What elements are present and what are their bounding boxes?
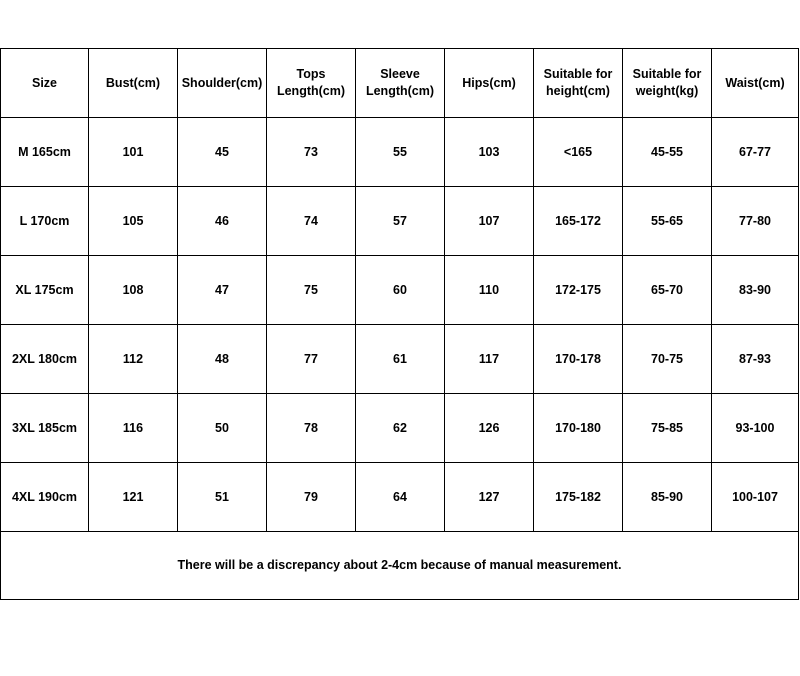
cell-bust: 108 [89, 256, 178, 325]
cell-weight: 45-55 [623, 118, 712, 187]
cell-tops-length: 77 [267, 325, 356, 394]
cell-hips: 117 [445, 325, 534, 394]
cell-sleeve-length: 55 [356, 118, 445, 187]
header-height: Suitable for height(cm) [534, 49, 623, 118]
cell-shoulder: 51 [178, 463, 267, 532]
cell-weight: 85-90 [623, 463, 712, 532]
cell-sleeve-length: 64 [356, 463, 445, 532]
cell-hips: 107 [445, 187, 534, 256]
cell-sleeve-length: 60 [356, 256, 445, 325]
cell-waist: 83-90 [712, 256, 799, 325]
cell-size: 3XL 185cm [1, 394, 89, 463]
table-row [1, 256, 799, 325]
cell-waist: 93-100 [712, 394, 799, 463]
cell-bust: 121 [89, 463, 178, 532]
cell-shoulder: 46 [178, 187, 267, 256]
cell-waist: 87-93 [712, 325, 799, 394]
header-row [1, 49, 799, 118]
header-shoulder: Shoulder(cm) [178, 49, 267, 118]
cell-size: L 170cm [1, 187, 89, 256]
header-tops-length: Tops Length(cm) [267, 49, 356, 118]
cell-size: XL 175cm [1, 256, 89, 325]
cell-weight: 75-85 [623, 394, 712, 463]
cell-weight: 65-70 [623, 256, 712, 325]
cell-sleeve-length: 57 [356, 187, 445, 256]
header-bust: Bust(cm) [89, 49, 178, 118]
table-row [1, 118, 799, 187]
cell-bust: 101 [89, 118, 178, 187]
cell-height: 175-182 [534, 463, 623, 532]
cell-height: 165-172 [534, 187, 623, 256]
table-row [1, 325, 799, 394]
note-row [1, 532, 799, 600]
cell-tops-length: 79 [267, 463, 356, 532]
cell-hips: 126 [445, 394, 534, 463]
header-size: Size [1, 49, 89, 118]
cell-bust: 112 [89, 325, 178, 394]
cell-waist: 77-80 [712, 187, 799, 256]
cell-tops-length: 78 [267, 394, 356, 463]
cell-height: <165 [534, 118, 623, 187]
header-weight: Suitable for weight(kg) [623, 49, 712, 118]
measurement-note: There will be a discrepancy about 2-4cm because of manual measurement. [1, 532, 799, 600]
cell-sleeve-length: 62 [356, 394, 445, 463]
cell-waist: 67-77 [712, 118, 799, 187]
cell-size: 2XL 180cm [1, 325, 89, 394]
cell-hips: 127 [445, 463, 534, 532]
header-sleeve-length: Sleeve Length(cm) [356, 49, 445, 118]
cell-tops-length: 74 [267, 187, 356, 256]
cell-size: 4XL 190cm [1, 463, 89, 532]
size-chart-table [0, 48, 799, 600]
cell-waist: 100-107 [712, 463, 799, 532]
cell-sleeve-length: 61 [356, 325, 445, 394]
cell-height: 170-180 [534, 394, 623, 463]
table-row [1, 463, 799, 532]
cell-shoulder: 48 [178, 325, 267, 394]
cell-height: 172-175 [534, 256, 623, 325]
cell-bust: 105 [89, 187, 178, 256]
cell-tops-length: 73 [267, 118, 356, 187]
cell-shoulder: 45 [178, 118, 267, 187]
cell-height: 170-178 [534, 325, 623, 394]
table-row [1, 394, 799, 463]
cell-weight: 70-75 [623, 325, 712, 394]
cell-size: M 165cm [1, 118, 89, 187]
cell-tops-length: 75 [267, 256, 356, 325]
cell-hips: 110 [445, 256, 534, 325]
header-waist: Waist(cm) [712, 49, 799, 118]
table-row [1, 187, 799, 256]
cell-shoulder: 47 [178, 256, 267, 325]
cell-weight: 55-65 [623, 187, 712, 256]
cell-hips: 103 [445, 118, 534, 187]
header-hips: Hips(cm) [445, 49, 534, 118]
cell-bust: 116 [89, 394, 178, 463]
cell-shoulder: 50 [178, 394, 267, 463]
